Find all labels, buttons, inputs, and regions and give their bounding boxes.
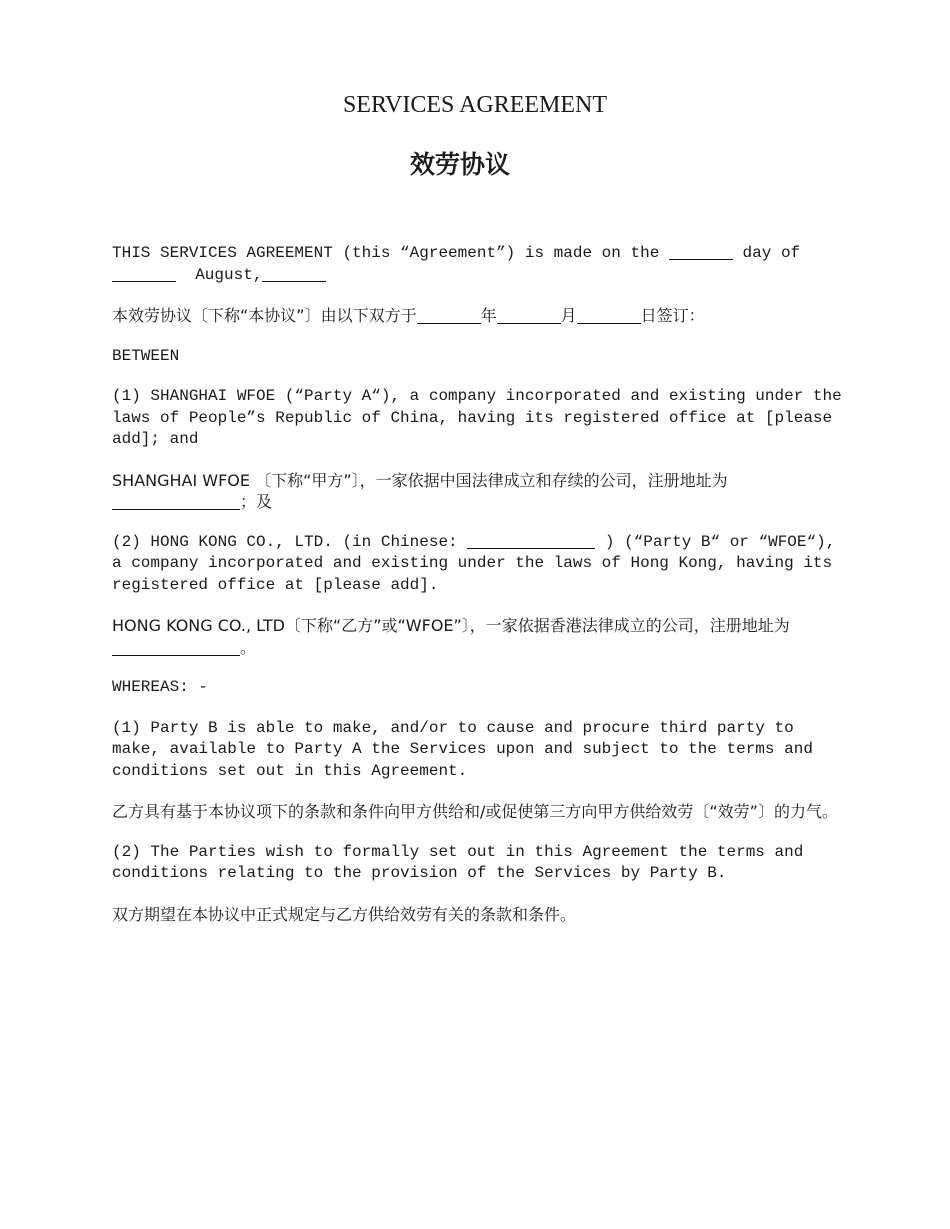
party-b-chinese-end: 。 — [240, 637, 257, 657]
party-b-chinese-text: HONG KONG CO., LTD〔下称“乙方”或“WFOE”〕，一家依据香港法律成立的公司，注册地址为 — [112, 616, 790, 635]
date-blank — [112, 265, 176, 282]
party-b-english-text: (2) HONG KONG CO., LTD. (in Chinese: — [112, 532, 458, 551]
party-a-address-blank — [112, 493, 240, 510]
intro-english-of: of — [780, 244, 801, 262]
document-title-chinese: 效劳协议 — [409, 150, 510, 179]
day-blank-cn — [577, 307, 641, 324]
party-b-english — [112, 532, 844, 597]
party-a-english: (1) SHANGHAI WFOE (“Party A“), a company incorporated and existing under the laws of People”s Republic of China, having its registered office at [please add]; and — [112, 387, 842, 448]
document-title-english: SERVICES AGREEMENT — [342, 92, 608, 118]
intro-english-day: day — [742, 244, 772, 262]
party-a-chinese — [112, 470, 844, 513]
intro-english-month: August, — [195, 265, 263, 284]
year-blank — [262, 265, 326, 282]
chinese-name-blank — [467, 532, 595, 549]
recital-1-chinese: 乙方具有基于本协议项下的条款和条件向甲方供给和/或促使第三方向甲方供给效劳〔“效劳”〕的力气。 — [112, 802, 838, 821]
intro-chinese-text: 本效劳协议〔下称“本协议”〕由以下双方于 — [112, 306, 417, 325]
recital-2-chinese: 双方期望在本协议中正式规定与乙方供给效劳有关的条款和条件。 — [112, 904, 577, 924]
day-blank — [669, 243, 733, 260]
recital-1-english: (1) Party B is able to make, and/or to cause and procure third party to make, available to Party A the Services upon and subject to the terms and conditions set out in this Agreement. — [112, 718, 813, 780]
between-heading: BETWEEN — [112, 346, 180, 365]
party-b-address-blank — [112, 639, 240, 656]
intro-english-text: THIS SERVICES AGREEMENT (this “Agreement”) is made on the — [112, 244, 660, 262]
intro-chinese-day: 日签订： — [640, 306, 705, 325]
intro-english — [112, 243, 844, 286]
intro-chinese-year: 年 — [480, 306, 497, 325]
intro-chinese — [112, 305, 844, 327]
party-b-english-rest: ) (“Party B“ or “WFOE“), a company incorporated and existing under the laws of Hong Kong, having its registered office at [please add]. — [112, 532, 836, 594]
document-body — [112, 243, 844, 944]
party-b-chinese — [112, 615, 844, 658]
party-a-chinese-text: SHANGHAI WFOE 〔下称“甲方”〕，一家依据中国法律成立和存续的公司，注册地址为 — [112, 470, 728, 490]
party-a-chinese-end: ；及 — [240, 492, 273, 511]
month-blank-cn — [497, 307, 561, 324]
intro-chinese-month: 月 — [560, 306, 577, 325]
recital-2-english: (2) The Parties wish to formally set out in this Agreement the terms and conditions relating to the provision of the Services by Party B. — [112, 842, 804, 882]
whereas-heading: WHEREAS: - — [112, 678, 209, 696]
year-blank-cn — [417, 307, 481, 324]
